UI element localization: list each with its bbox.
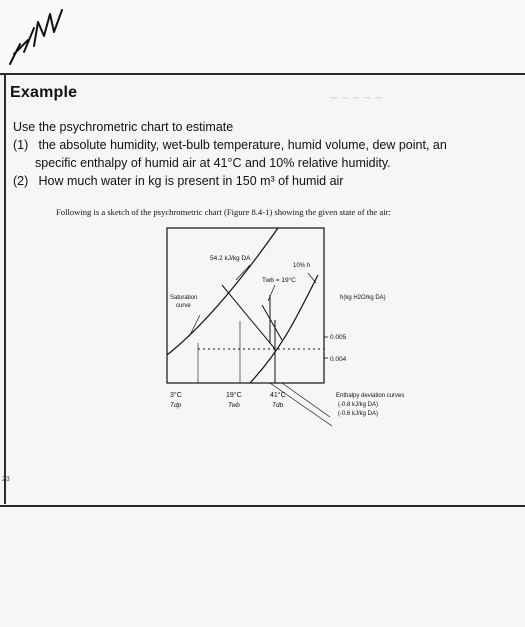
item-1 (13, 138, 447, 152)
item-2-number: (2) (13, 174, 29, 188)
temp-wb-label: 19°C (226, 392, 242, 399)
twb-label: Twb = 19°C (262, 277, 296, 284)
lower-blank-area (0, 507, 525, 627)
bleed-through-text: ~ ~ ~ ~ ~ (330, 90, 383, 105)
temp-db-symbol: Tdb (272, 402, 284, 409)
deviation-line-1 (262, 305, 282, 340)
enthalpy-arrow (236, 265, 250, 280)
temp-dp-symbol: Tdp (170, 402, 182, 409)
item-1-text-line1: the absolute humidity, wet-bulb temperature, humid volume, dew point, an (38, 138, 447, 152)
enthalpy-label: 54.2 kJ/kg DA (210, 255, 251, 262)
tick-lower-label: 0.004 (330, 356, 347, 363)
wet-bulb-line (222, 285, 275, 349)
temp-db-label: 41°C (270, 392, 286, 399)
saturation-label-2: curve (176, 303, 191, 309)
twb-arrow (268, 285, 275, 301)
deviation-value-1: (-0.8 kJ/kg DA) (338, 402, 379, 408)
slide-number: 23 (2, 476, 10, 483)
item-1-number: (1) (13, 138, 29, 152)
intro-text: Use the psychrometric chart to estimate (13, 120, 234, 134)
figure-caption: Following is a sketch of the psychrometric chart (Figure 8.4-1) showing the given state of the air: (56, 207, 391, 217)
saturation-arrow (190, 315, 200, 335)
temp-dp-label: 3°C (170, 392, 182, 399)
top-divider (0, 73, 525, 75)
rh-arrow (308, 273, 316, 283)
rh-10-curve (250, 275, 318, 383)
item-1-text-line2: specific enthalpy of humid air at 41°C and 10% relative humidity. (35, 156, 391, 170)
humidity-unit-label: h(kg H2O/kg DA) (340, 295, 386, 301)
psychrometric-sketch (150, 225, 450, 437)
left-divider (4, 74, 6, 504)
top-margin (0, 0, 525, 74)
handwritten-hw-mark (4, 6, 74, 70)
deviation-leader-1 (282, 383, 330, 417)
rh-label: 10% h (293, 263, 311, 269)
deviation-title: Enthalpy deviation curves (336, 393, 405, 399)
page-title: Example (10, 84, 78, 101)
tick-upper-label: 0.005 (330, 334, 347, 341)
deviation-value-2: (-0.6 kJ/kg DA) (338, 411, 379, 417)
saturation-curve (167, 228, 278, 355)
saturation-label: Saturation (170, 295, 198, 301)
item-2 (13, 174, 343, 188)
temp-wb-symbol: Twb (228, 402, 240, 409)
item-2-text: How much water in kg is present in 150 m³ of humid air (38, 174, 344, 188)
